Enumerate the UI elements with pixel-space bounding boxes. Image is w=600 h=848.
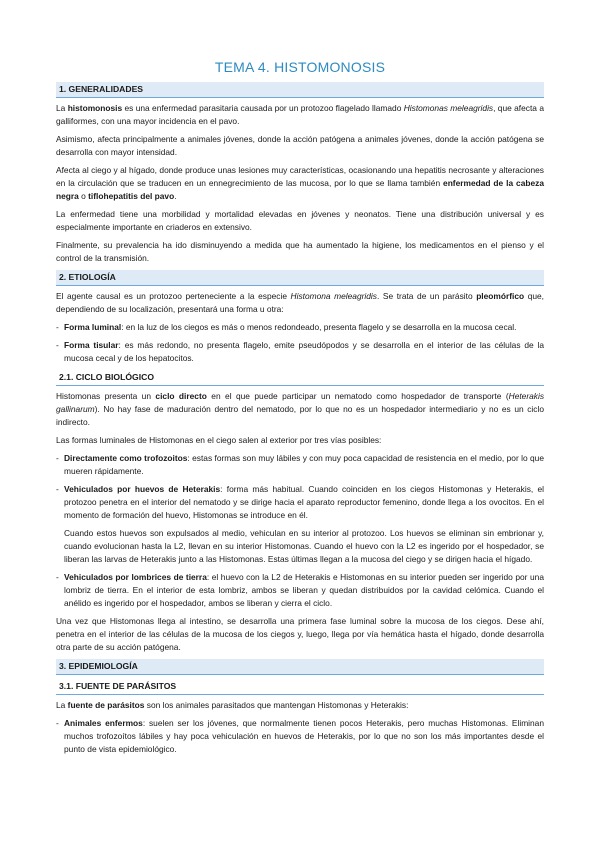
section-heading-epidemiologia: 3. EPIDEMIOLOGÍA: [56, 659, 544, 675]
paragraph: Afecta al ciego y al hígado, donde produce unas lesiones muy características, ocasionando una hepatitis necrosante y alteraciones en la circulación que se traducen en un ennegrecimiento de las mucosa, por lo que se llama también enfermedad de la cabeza negra o tiflohepatitis del pavo.: [56, 165, 544, 201]
section-heading-etiologia: 2. ETIOLOGÍA: [56, 270, 544, 286]
paragraph: Asimismo, afecta principalmente a animales jóvenes, donde la acción patógena a animales jóvenes, donde la acción patógena se desarrolla con mayor intensidad.: [56, 134, 544, 157]
subsection-heading-ciclo-biologico: 2.1. CICLO BIOLÓGICO: [56, 370, 544, 386]
list-item: - Forma luminal: en la luz de los ciegos es más o menos redondeado, presenta flagelo y se desarrolla en la mucosa cecal.: [56, 322, 517, 332]
list-item: - Forma tisular: es más redondo, no presenta flagelo, emite pseudópodos y se desarrolla en el interior de las células de la mucosa cecal y de los hepatocitos.: [56, 340, 544, 363]
paragraph: Una vez que Histomonas llega al intestino, se desarrolla una primera fase luminal sobre la mucosa de los ciegos. Dese ahí, penetra en el interior de las células de la mucosa de los ciegos y, luego, llega por vía hemática hasta el hígado, donde desarrolla otra parte de su acción patógena.: [56, 616, 544, 652]
paragraph: Las formas luminales de Histomonas en el ciego salen al exterior por tres vías posibles:: [56, 435, 382, 445]
paragraph: La fuente de parásitos son los animales parasitados que mantengan Histomonas y Heterakis:: [56, 700, 409, 710]
subsection-heading-fuente-parasitos: 3.1. FUENTE DE PARÁSITOS: [56, 679, 544, 695]
list-item-continuation: Cuando estos huevos son expulsados al medio, vehiculan en su interior al protozoo. Los huevos se eliminan sin embrionar y, cuando evolucionan hasta la L2, llevan en su interior Histomonas. Cuando el huevo con la L2 es ingerido por el hospedador, se liberan las larvas de Heterakis junto a las Histomonas. Estas últimas llegan a la mucosa del ciego y se dirigen hacia el hígado.: [64, 528, 544, 564]
list-item: - Animales enfermos: suelen ser los jóvenes, que normalmente tienen pocos Heterakis, pero muchas Histomonas. Eliminan muchos trofozoítos lábiles y hay poca vehiculación en huevos de Heterakis, por lo que no son los más importantes desde el punto de vista epidemiológico.: [56, 718, 545, 754]
list-item: - Vehiculados por lombrices de tierra: el huevo con la L2 de Heterakis e Histomonas en su interior pueden ser ingerido por una lombriz de tierra. En el interior de esta lombriz, ambos se liberan y quedan distribuidos por la cavidad celómica. Cuando el anélido es ingerido por el hospedador, ambos se liberan y cierra el ciclo.: [56, 572, 544, 608]
page-title: TEMA 4. HISTOMONOSIS: [214, 59, 386, 75]
paragraph: Finalmente, su prevalencia ha ido disminuyendo a medida que ha aumentado la higiene, los medicamentos en el pienso y el control de la transmisión.: [56, 240, 544, 263]
document-body: [56, 80, 544, 761]
paragraph: La histomonosis es una enfermedad parasitaria causada por un protozoo flagelado llamado Histomonas meleagridis, que afecta a galliformes, con una mayor incidencia en el pavo.: [56, 103, 544, 126]
paragraph: La enfermedad tiene una morbilidad y mortalidad elevadas en jóvenes y neonatos. Tiene una distribución universal y es especialmente importante en criaderos en extensivo.: [56, 209, 544, 232]
section-heading-generalidades: 1. GENERALIDADES: [56, 82, 544, 98]
paragraph: El agente causal es un protozoo perteneciente a la especie Histomona meleagridis. Se trata de un parásito pleomórfico que, dependiendo de su localización, presentará una forma u otra:: [56, 291, 544, 314]
paragraph: Histomonas presenta un ciclo directo en el que puede participar un nematodo como hospedador de transporte (Heterakis gallinarum). No hay fase de maduración dentro del nematodo, por lo que no es un hospedador intermediario y no es un ciclo indirecto.: [56, 391, 545, 427]
list-item: - Directamente como trofozoitos: estas formas son muy lábiles y con muy poca capacidad de resistencia en el medio, por lo que mueren rápidamente.: [56, 453, 544, 476]
list-item: - Vehiculados por huevos de Heterakis: forma más habitual. Cuando coinciden en los ciegos Histomonas y Heterakis, el protozoo penetra en el interior del nematodo y se dirige hacia el aparato reproductor femenino, donde llega a los ovocitos. En el momento de formación del huevo, Histomonas se introduce en él.: [56, 484, 544, 520]
